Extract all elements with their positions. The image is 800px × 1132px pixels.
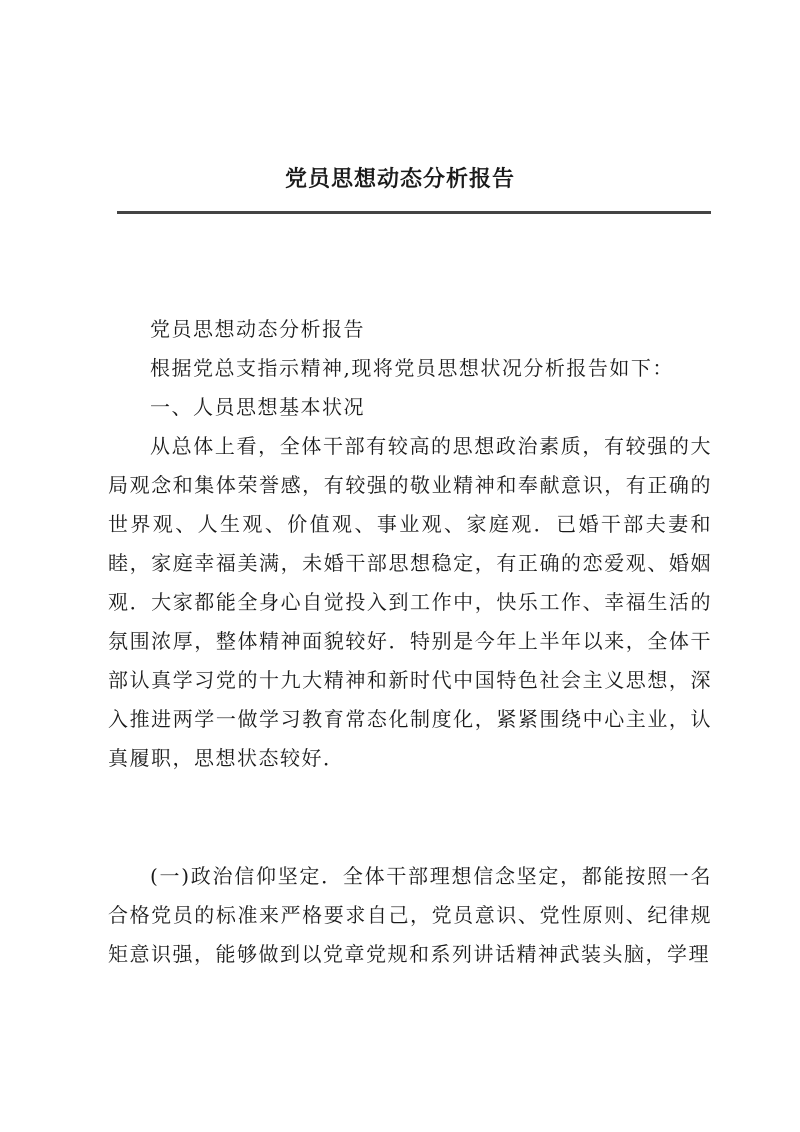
page-title: 党员思想动态分析报告: [284, 166, 515, 192]
paragraph-political-belief: (一)政治信仰坚定．全体干部理想信念坚定，都能按照一名合格党员的标准来严格要求自己，党员意识、党性原则、纪律规矩意识强，能够做到以党章党规和系列讲话精神武装头脑，学理: [108, 864, 712, 966]
paragraph-intro: 根据党总支指示精神,现将党员思想状况分析报告如下：: [150, 356, 674, 380]
paragraph-overview: 从总体上看，全体干部有较高的思想政治素质，有较强的大局观念和集体荣誉感，有较强的敬业精神和奉献意识，有正确的世界观、人生观、价值观、事业观、家庭观．已婚干部夫妻和睦，家庭幸福美满，未婚干部思想稳定，有正确的恋爱观、婚姻观．大家都能全身心自觉投入到工作中，快乐工作、幸福生活的氛围浓厚，整体精神面貌较好．特别是今年上半年以来，全体干部认真学习党的十九大精神和新时代中国特色社会主义思想，深入推进两学一做学习教育常态化制度化，紧紧围绕中心主业，认真履职，思想状态较好．: [108, 434, 712, 770]
body-section-main: [108, 310, 712, 778]
title-divider: [117, 211, 711, 214]
paragraph-heading: 党员思想动态分析报告: [150, 317, 365, 341]
section-heading: 一、人员思想基本状况: [150, 395, 365, 419]
body-section-political: [108, 857, 712, 974]
